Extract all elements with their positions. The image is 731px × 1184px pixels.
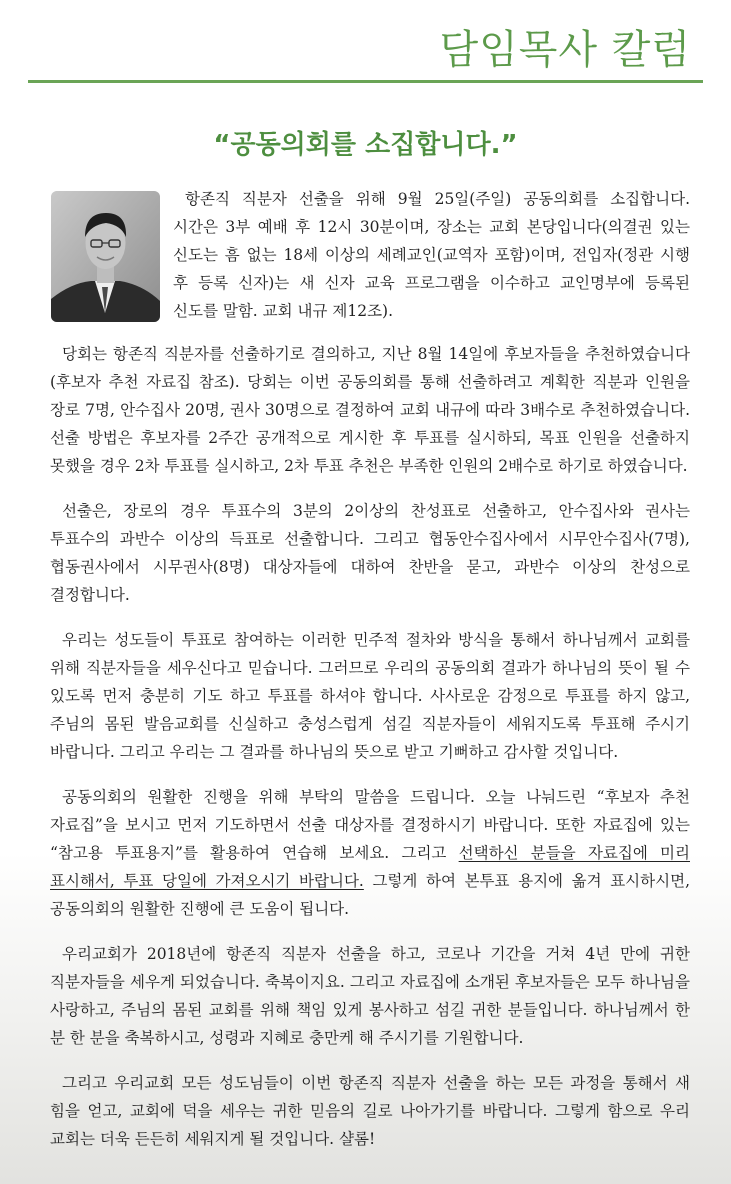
paragraph-intro: 항존직 직분자 선출을 위해 9월 25일(주일) 공동의회를 소집합니다. 시간은 3부 예배 후 12시 30분이며, 장소는 교회 본당입니다(의결권 있는 신도는 흠 없는 18세 이상의 세례교인(교역자 포함)이며, 전입자(정관 시행 후 등록 신자)는 새 신자 교육 프로그램을 이수하고 교인명부에 등록된 신도를 말함. 교회 내규 제12조). — [173, 190, 690, 320]
paragraph-7: 그리고 우리교회 모든 성도님들이 이번 항존직 직분자 선출을 하는 모든 과정을 통해서 새 힘을 얻고, 교회에 덕을 세우는 귀한 믿음의 길로 나아가기를 바랍니다. 그렇게 함으로 우리 교회는 더욱 든든히 세워지게 될 것입니다. 샬롬! — [50, 1074, 690, 1148]
underlined-request: 선택하신 분들을 자료집에 미리 표시해서, 투표 당일에 가져오시기 바랍니다. — [50, 844, 690, 890]
paragraph-5-start: 공동의회의 원활한 진행을 위해 부탁의 말씀을 드립니다. 오늘 나눠드린 “후보자 추천 자료집”을 보시고 먼저 기도하면서 선출 대상자를 결정하시기 바랍니다. 또한 자료집에 있는 “참고용 투표용지”를 활용하여 연습해 보세요. 그리고 — [50, 788, 690, 862]
paragraph-3: 선출은, 장로의 경우 투표수의 3분의 2이상의 찬성표로 선출하고, 안수집사와 권사는 투표수의 과반수 이상의 득표로 선출합니다. 그리고 협동안수집사에서 시무안수집사(7명), 협동권사에서 시무권사(8명) 대상자들에 대하여 찬반을 묻고, 과반수 이상의 찬성으로 결정합니다. — [50, 502, 690, 604]
paragraph-2: 당회는 항존직 직분자를 선출하기로 결의하고, 지난 8월 14일에 후보자들을 추천하였습니다(후보자 추천 자료집 참조). 당회는 이번 공동의회를 통해 선출하려고 계획한 직분과 인원을 장로 7명, 안수집사 20명, 권사 30명으로 결정하여 교회 내규에 따라 3배수로 추천하였습니다. 선출 방법은 후보자를 2주간 공개적으로 게시한 후 투표를 실시하되, 목표 인원을 선출하지 못했을 경우 2차 투표를 실시하고, 2차 투표 추천은 부족한 인원의 2배수로 하기로 하였습니다. — [50, 345, 690, 475]
article-body — [50, 185, 690, 1170]
paragraph-5 — [50, 783, 690, 923]
paragraph-6: 우리교회가 2018년에 항존직 직분자 선출을 하고, 코로나 기간을 거쳐 4년 만에 귀한 직분자들을 세우게 되었습니다. 축복이지요. 그리고 자료집에 소개된 후보자들은 모두 하나님을 사랑하고, 주님의 몸된 교회를 위해 책임 있게 봉사하고 섬길 귀한 분들입니다. 하나님께서 한 분 한 분을 축복하시고, 성령과 지혜로 충만케 해 주시기를 기원합니다. — [50, 945, 690, 1047]
column-title: 담임목사 칼럼 — [439, 27, 691, 73]
header-divider — [28, 80, 703, 83]
article-headline: “공동의회를 소집합니다.” — [213, 130, 518, 160]
paragraph-5-end: 그렇게 하여 본투표 용지에 옮겨 표시하시면, 공동의회의 원활한 진행에 큰 도움이 됩니다. — [50, 872, 690, 918]
paragraph-4: 우리는 성도들이 투표로 참여하는 이러한 민주적 절차와 방식을 통해서 하나님께서 교회를 위해 직분자들을 세우신다고 믿습니다. 그러므로 우리의 공동의회 결과가 하나님의 뜻이 될 수 있도록 먼저 충분히 기도 하고 투표를 하셔야 합니다. 사사로운 감정으로 투표를 하지 않고, 주님의 몸된 발음교회를 신실하고 충성스럽게 섬길 직분자들이 세워지도록 투표해 주시기 바랍니다. 그리고 우리는 그 결과를 하나님의 뜻으로 받고 기뻐하고 감사할 것입니다. — [50, 631, 690, 761]
